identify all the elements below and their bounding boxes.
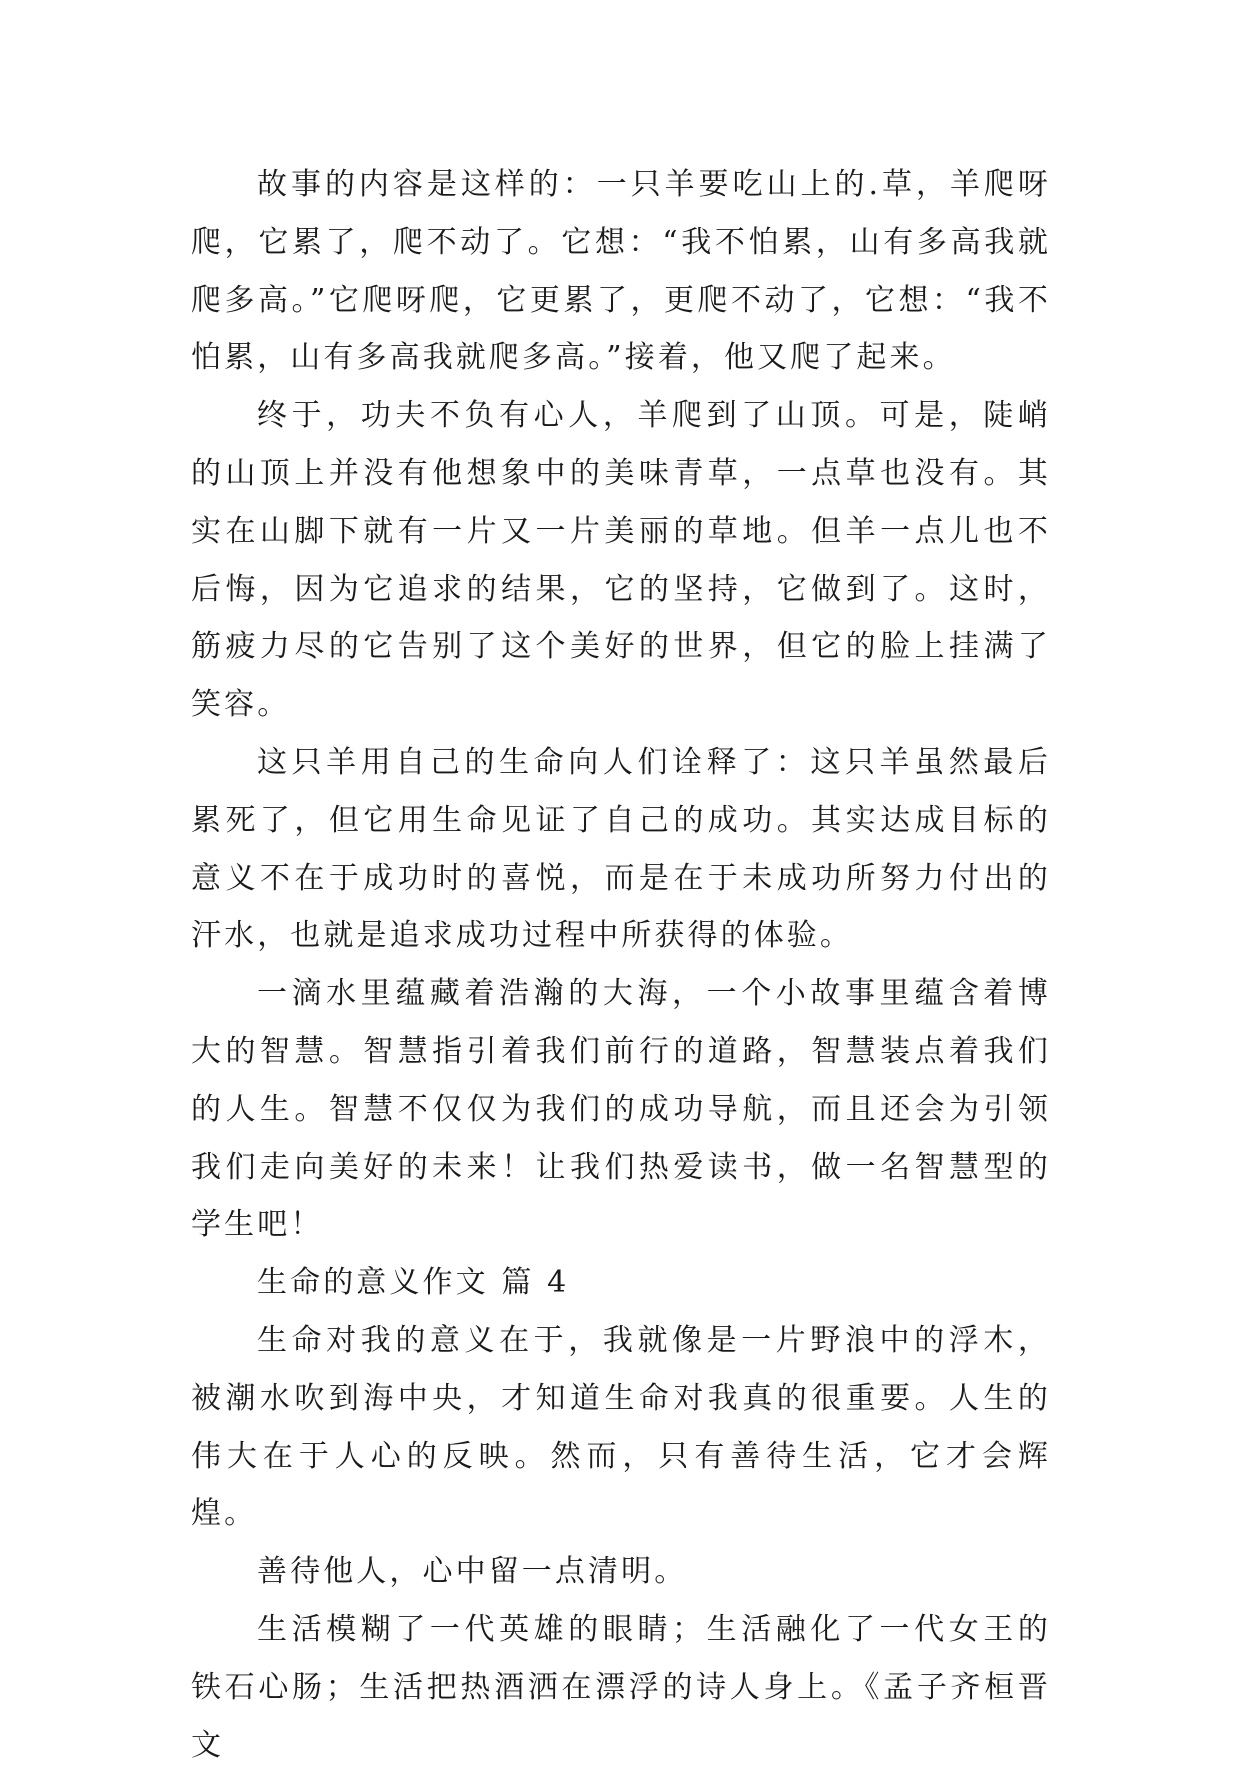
- paragraph-reaching-summit: 终于，功夫不负有心人，羊爬到了山顶。可是，陡峭的山顶上并没有他想象中的美味青草，一点草也没有。其实在山脚下就有一片又一片美丽的草地。但羊一点儿也不后悔，因为它追求的结果，它的坚持，它做到了。这时，筋疲力尽的它告别了这个美好的世界，但它的脸上挂满了笑容。: [191, 398, 1051, 723]
- paragraph-story-content: 故事的内容是这样的：一只羊要吃山上的.草，羊爬呀爬，它累了，爬不动了。它想：“我不怕累，山有多高我就爬多高。”它爬呀爬，它更累了，更爬不动了，它想：“我不怕累，山有多高我就爬多高。”接着，他又爬了起来。: [191, 167, 1051, 376]
- section-heading: 生命的意义作文 篇 4: [257, 1265, 570, 1301]
- document-body: [191, 156, 1051, 1774]
- paragraph-wisdom: 一滴水里蕴藏着浩瀚的大海，一个小故事里蕴含着博大的智慧。智慧指引着我们前行的道路，智慧装点着我们的人生。智慧不仅仅为我们的成功导航，而且还会为引领我们走向美好的未来！让我们热爱读书，做一名智慧型的学生吧！: [191, 976, 1051, 1243]
- paragraph-meaning-of-goal: 这只羊用自己的生命向人们诠释了：这只羊虽然最后累死了，但它用生命见证了自己的成功。其实达成目标的意义不在于成功时的喜悦，而是在于未成功所努力付出的汗水，也就是追求成功过程中所获得的体验。: [191, 744, 1051, 954]
- paragraph-life-examples: 生活模糊了一代英雄的眼睛；生活融化了一代女王的铁石心肠；生活把热酒洒在漂浮的诗人身上。《孟子齐桓晋文: [191, 1611, 1051, 1763]
- paragraph-treat-others: 善待他人，心中留一点清明。: [257, 1554, 688, 1590]
- paragraph-meaning-of-life: 生命对我的意义在于，我就像是一片野浪中的浮木，被潮水吹到海中央，才知道生命对我真的很重要。人生的伟大在于人心的反映。然而，只有善待生活，它才会辉煌。: [191, 1322, 1051, 1532]
